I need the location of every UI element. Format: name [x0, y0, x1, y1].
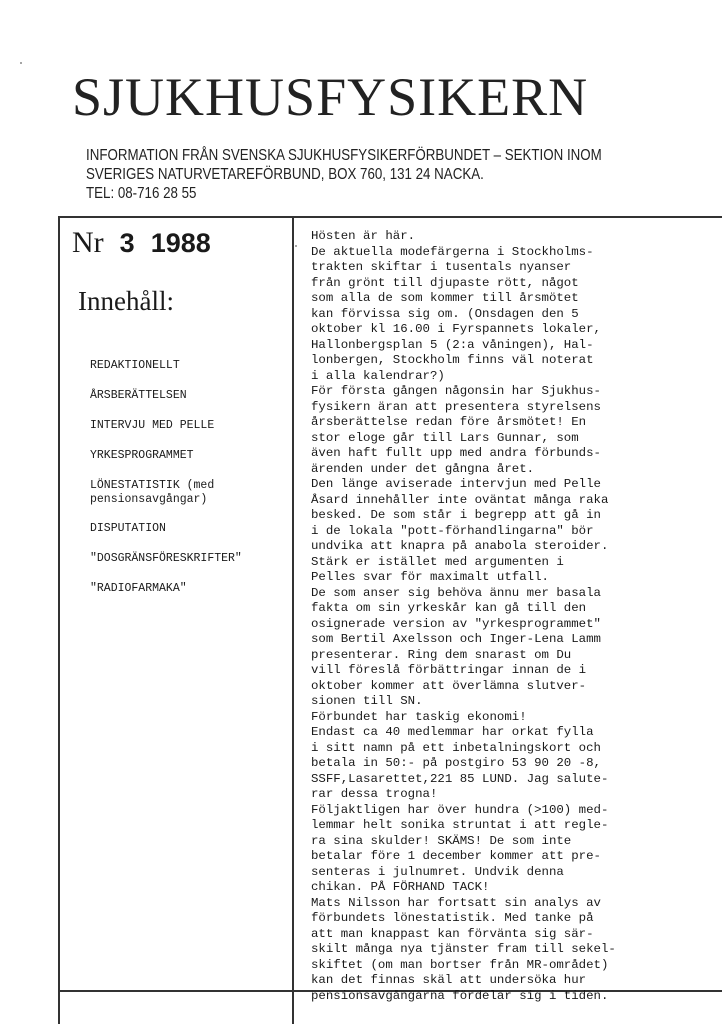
column-divider: [292, 216, 294, 1024]
toc-item: DISPUTATION: [90, 522, 166, 535]
editorial-line: trakten skiftar i tusentals nyanser: [311, 260, 572, 274]
editorial-line: presenterar. Ring dem snarast om Du: [311, 647, 572, 662]
editorial-line: oktober kommer att överlämna slutver-: [311, 678, 587, 693]
editorial-line: senteras i julnumret. Undvik denna: [311, 864, 564, 879]
editorial-line: årsberättelse redan före årsmötet! En: [311, 415, 587, 429]
issue-nr-label: Nr: [72, 226, 104, 259]
subtitle-line: INFORMATION FRÅN SVENSKA SJUKHUSFYSIKERFÖRBUNDET – SEKTION INOM: [86, 147, 602, 164]
masthead-subtitle: [86, 146, 602, 203]
editorial-line: Åsard innehåller inte oväntat många raka: [311, 492, 609, 507]
editorial-line: Hösten är här.: [311, 229, 416, 243]
editorial-line: från grönt till djupaste rött, något: [311, 275, 579, 290]
subtitle-line: TEL: 08-716 28 55: [86, 185, 197, 202]
toc-item: LÖNESTATISTIK (med pensionsavgångar): [90, 479, 215, 506]
editorial-line: rar dessa trogna!: [311, 787, 438, 801]
editorial-line: Stärk er istället med argumenten i: [311, 554, 564, 569]
editorial-line: vill föreslå förbättringar innan de i: [311, 663, 587, 677]
editorial-line: kan det finnas skäl att undersöka hur: [311, 973, 587, 987]
editorial-line: Förbundet har taskig ekonomi!: [311, 709, 527, 724]
editorial-line: De som anser sig behöva ännu mer basala: [311, 585, 601, 600]
editorial-line: som Bertil Axelsson och Inger-Lena Lamm: [311, 632, 601, 646]
editorial-line: Endast ca 40 medlemmar har orkat fylla: [311, 725, 594, 739]
editorial-line: Mats Nilsson har fortsatt sin analys av: [311, 895, 601, 910]
masthead-title: SJUKHUSFYSIKERN: [72, 67, 589, 127]
issue-number: [72, 226, 211, 260]
editorial-line: skiftet (om man bortser från MR-området): [311, 957, 609, 972]
editorial-line: osignerade version av "yrkesprogrammet": [311, 616, 601, 631]
issue-year: 1988: [150, 228, 211, 258]
editorial-line: Den länge aviserade intervjun med Pelle: [311, 477, 601, 491]
editorial-line: lonbergen, Stockholm finns väl noterat: [311, 353, 594, 367]
toc-item: INTERVJU MED PELLE: [90, 419, 215, 432]
header-divider: [58, 216, 722, 218]
editorial-line: i sitt namn på ett inbetalningskort och: [311, 740, 601, 755]
left-column-border: [58, 216, 60, 1024]
editorial-line: fakta om sin yrkeskår kan gå till den: [311, 601, 587, 615]
editorial-line: De aktuella modefärgerna i Stockholms-: [311, 244, 594, 259]
editorial-line: betala in 50:- på postgiro 53 90 20 -8,: [311, 756, 601, 770]
editorial-line: besked. De som står i begrepp att gå in: [311, 508, 601, 522]
editorial-line: betalar före 1 december kommer att pre-: [311, 849, 601, 863]
editorial-line: Hallonbergsplan 5 (2:a våningen), Hal-: [311, 337, 594, 352]
issue-number-value: 3: [119, 228, 135, 258]
toc-item: "DOSGRÄNSFÖRESKRIFTER": [90, 552, 242, 565]
toc-item: REDAKTIONELLT: [90, 359, 180, 372]
toc-item: YRKESPROGRAMMET: [90, 449, 194, 462]
editorial-line: att man knappast kan förvänta sig sär-: [311, 926, 594, 941]
scan-speck: [20, 62, 22, 64]
table-of-contents: [90, 359, 290, 612]
editorial-line: förbundets lönestatistik. Med tanke på: [311, 911, 594, 925]
editorial-line: pensionsavgångarna fördelar sig i tiden.: [311, 988, 609, 1003]
toc-item: "RADIOFARMAKA": [90, 582, 187, 595]
editorial-line: oktober kl 16.00 i Fyrspannets lokaler,: [311, 322, 601, 336]
editorial-line: Pelles svar för maximalt utfall.: [311, 570, 549, 584]
editorial-line: lemmar helt sonika struntat i att regle-: [311, 818, 609, 832]
editorial-line: fysikern äran att presentera styrelsens: [311, 399, 601, 414]
subtitle-line: SVERIGES NATURVETAREFÖRBUND, BOX 760, 131 24 NACKA.: [86, 166, 484, 183]
editorial-line: undvika att knapra på anabola steroider.: [311, 539, 609, 553]
contents-heading: Innehåll:: [78, 286, 174, 316]
editorial-line: i alla kalendrar?): [311, 368, 445, 383]
editorial-line: sionen till SN.: [311, 694, 423, 708]
editorial-line: skilt många nya tjänster fram till sekel-: [311, 942, 616, 956]
scan-speck: [295, 245, 297, 247]
editorial-line: ra sina skulder! SKÄMS! De som inte: [311, 833, 572, 848]
editorial-line: Följaktligen har över hundra (>100) med-: [311, 802, 609, 817]
editorial-line: i de lokala "pott-förhandlingarna" bör: [311, 523, 594, 538]
editorial-line: kan förvissa sig om. (Onsdagen den 5: [311, 306, 579, 321]
editorial-text: [311, 229, 722, 1004]
editorial-line: stor eloge går till Lars Gunnar, som: [311, 430, 579, 445]
editorial-line: chikan. PÅ FÖRHAND TACK!: [311, 880, 490, 894]
editorial-line: ärenden under det gångna året.: [311, 461, 535, 476]
editorial-line: För första gången någonsin har Sjukhus-: [311, 384, 601, 398]
editorial-line: SSFF,Lasarettet,221 85 LUND. Jag salute-: [311, 771, 609, 786]
toc-item: ÅRSBERÄTTELSEN: [90, 389, 187, 402]
editorial-line: även haft fullt upp med andra förbunds-: [311, 446, 601, 460]
editorial-line: som alla de som kommer till årsmötet: [311, 291, 579, 305]
